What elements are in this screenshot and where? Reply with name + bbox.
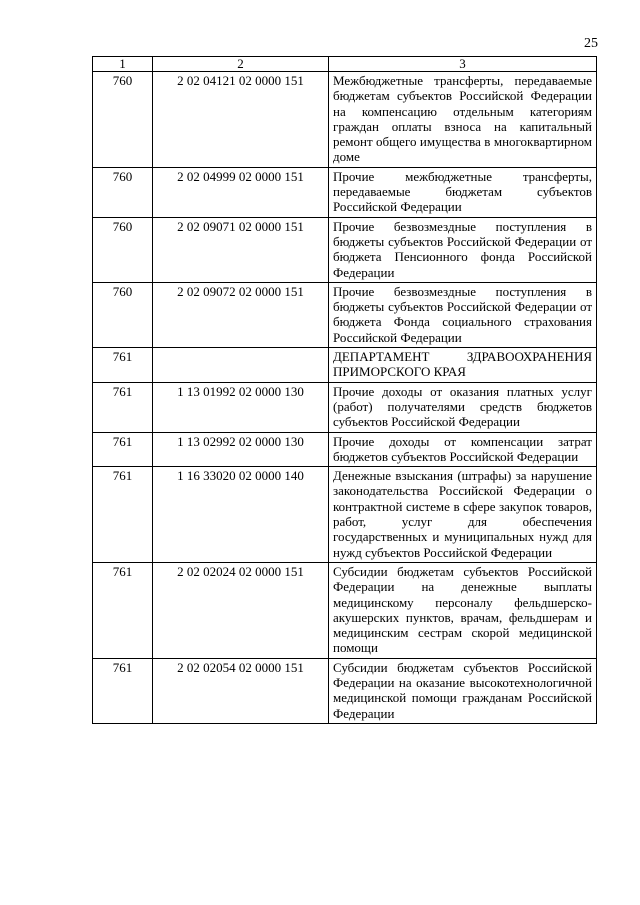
table-row — [93, 167, 597, 217]
description-cell: Прочие безвозмездные поступления в бюджеты субъектов Российской Федерации от бюджета Пенсионного фонда Российской Федерации — [329, 217, 597, 282]
budget-code-cell: 2 02 09072 02 0000 151 — [153, 282, 329, 347]
table-row — [93, 282, 597, 347]
description-cell: Межбюджетные трансферты, передаваемые бюджетам субъектов Российской Федерации на компенсацию отдельным категориям граждан оплаты взноса на капитальный ремонт общего имущества в многоквартирном доме — [329, 72, 597, 168]
table-row — [93, 658, 597, 723]
admin-code-cell: 761 — [93, 348, 153, 383]
budget-code-cell: 2 02 04121 02 0000 151 — [153, 72, 329, 168]
admin-code-cell: 761 — [93, 562, 153, 658]
admin-code-cell: 761 — [93, 658, 153, 723]
admin-code-cell: 760 — [93, 217, 153, 282]
budget-code-cell: 2 02 09071 02 0000 151 — [153, 217, 329, 282]
admin-code-cell: 760 — [93, 282, 153, 347]
table-row — [93, 72, 597, 168]
budget-code-cell: 2 02 02024 02 0000 151 — [153, 562, 329, 658]
admin-code-cell: 761 — [93, 382, 153, 432]
budget-code-cell: 2 02 04999 02 0000 151 — [153, 167, 329, 217]
admin-code-cell: 761 — [93, 432, 153, 467]
description-cell: Прочие доходы от компенсации затрат бюджетов субъектов Российской Федерации — [329, 432, 597, 467]
description-cell: Субсидии бюджетам субъектов Российской Федерации на оказание высокотехнологичной медицинской помощи гражданам Российской Федерации — [329, 658, 597, 723]
admin-code-cell: 761 — [93, 467, 153, 563]
description-cell: Прочие доходы от оказания платных услуг (работ) получателями средств бюджетов субъектов Российской Федерации — [329, 382, 597, 432]
budget-code-cell: 1 13 01992 02 0000 130 — [153, 382, 329, 432]
column-header-2: 2 — [153, 57, 329, 72]
table-row — [93, 217, 597, 282]
department-heading-cell: ДЕПАРТАМЕНТ ЗДРАВООХРАНЕНИЯ ПРИМОРСКОГО КРАЯ — [329, 348, 597, 383]
budget-code-cell: 1 16 33020 02 0000 140 — [153, 467, 329, 563]
table-row — [93, 562, 597, 658]
table-row — [93, 432, 597, 467]
admin-code-cell: 760 — [93, 72, 153, 168]
column-header-1: 1 — [93, 57, 153, 72]
page-number: 25 — [584, 36, 598, 51]
description-cell: Прочие безвозмездные поступления в бюджеты субъектов Российской Федерации от бюджета Фонда социального страхования Российской Федерации — [329, 282, 597, 347]
revenue-codes-table — [92, 56, 597, 724]
description-cell: Субсидии бюджетам субъектов Российской Федерации на денежные выплаты медицинскому персоналу фельдшерско-акушерских пунктов, врачам, фельдшерам и медицинским сестрам скорой медицинской помощи — [329, 562, 597, 658]
column-header-3: 3 — [329, 57, 597, 72]
description-cell: Прочие межбюджетные трансферты, передаваемые бюджетам субъектов Российской Федерации — [329, 167, 597, 217]
budget-code-cell: 1 13 02992 02 0000 130 — [153, 432, 329, 467]
table-row — [93, 467, 597, 563]
table-row — [93, 382, 597, 432]
admin-code-cell: 760 — [93, 167, 153, 217]
budget-code-cell: 2 02 02054 02 0000 151 — [153, 658, 329, 723]
budget-code-cell — [153, 348, 329, 383]
description-cell: Денежные взыскания (штрафы) за нарушение законодательства Российской Федерации о контрактной системе в сфере закупок товаров, работ, услуг для обеспечения государственных и муниципальных нужд для нужд субъектов Российской Федерации — [329, 467, 597, 563]
table-row-section-heading — [93, 348, 597, 383]
table-header-row — [93, 57, 597, 72]
